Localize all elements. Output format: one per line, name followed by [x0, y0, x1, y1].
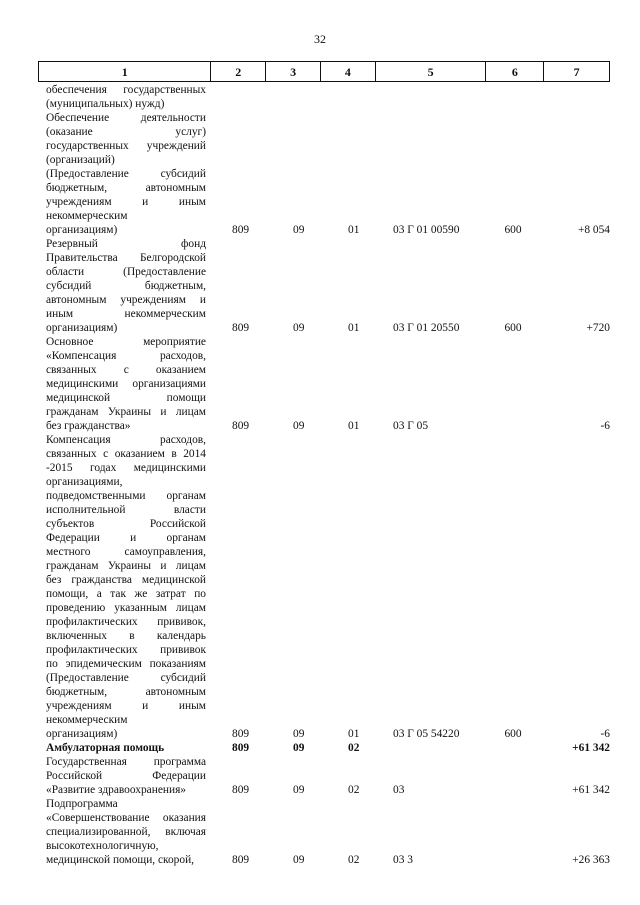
table-header	[38, 61, 610, 82]
header-col-3: 3	[265, 62, 320, 81]
description-line: (оказание услуг)	[46, 126, 206, 138]
row-description	[46, 83, 206, 111]
description-line: медицинскими организациями	[46, 378, 206, 390]
cell-c3: 09	[293, 322, 305, 334]
description-line: профилактических прививок	[46, 644, 206, 656]
description-line: Компенсация расходов,	[46, 434, 206, 446]
description-line: высокотехнологичную,	[46, 840, 159, 852]
description-line: местного самоуправления,	[46, 546, 206, 558]
row-description	[46, 741, 206, 755]
cell-c6: 600	[504, 224, 522, 236]
description-line: (муниципальных) нужд)	[46, 98, 165, 110]
cell-c7: +8 054	[577, 224, 610, 236]
cell-c7: -6	[600, 420, 610, 432]
description-line: Обеспечение деятельности	[46, 112, 206, 124]
description-line: специализированной, включая	[46, 826, 206, 838]
cell-c7: +26 363	[572, 854, 610, 866]
description-line: (Предоставление субсидий	[46, 672, 206, 684]
description-line: учреждениям и иным	[46, 196, 206, 208]
cell-c2: 809	[232, 854, 250, 866]
row-description	[46, 433, 206, 741]
cell-c3: 09	[293, 420, 305, 432]
cell-c4: 01	[348, 322, 360, 334]
description-line: Правительства Белгородской	[46, 252, 206, 264]
header-col-6: 6	[485, 62, 543, 81]
cell-c4: 02	[348, 854, 360, 866]
description-line: связанных с оказанием в 2014	[46, 448, 206, 460]
description-line: Российской Федерации	[46, 770, 206, 782]
description-line: некоммерческим	[46, 714, 128, 726]
row-description	[46, 335, 206, 433]
cell-c3: 09	[293, 742, 305, 754]
description-line: государственных учреждений	[46, 140, 206, 152]
description-line: области (Предоставление	[46, 266, 206, 278]
cell-c3: 09	[293, 784, 305, 796]
cell-c6: 600	[504, 728, 522, 740]
description-line: Федерации и органам	[46, 532, 206, 544]
cell-c2: 809	[232, 742, 250, 754]
description-line: организациям)	[46, 728, 118, 740]
cell-c5: 03 Г 01 00590	[393, 224, 460, 236]
cell-c2: 809	[232, 322, 250, 334]
description-line: Резервный фонд	[46, 238, 206, 250]
description-line: медицинской помощи, скорой,	[46, 854, 195, 866]
table-row	[46, 741, 610, 755]
table-row	[46, 83, 610, 111]
cell-c4: 02	[348, 742, 360, 754]
description-line: Подпрограмма	[46, 798, 118, 810]
description-line: бюджетным, автономным	[46, 686, 206, 698]
header-col-1: 1	[121, 65, 128, 79]
description-line: некоммерческим	[46, 210, 128, 222]
description-line: субсидий бюджетным,	[46, 280, 206, 292]
description-line: (Предоставление субсидий	[46, 168, 206, 180]
header-col-7: 7	[543, 62, 609, 81]
cell-c2: 809	[232, 784, 250, 796]
table-row	[46, 111, 610, 167]
cell-c2: 809	[232, 420, 250, 432]
cell-c7: +720	[586, 322, 610, 334]
cell-c5: 03 Г 01 20550	[393, 322, 460, 334]
description-line: Государственная программа	[46, 756, 206, 768]
row-description	[46, 755, 206, 797]
cell-c4: 01	[348, 224, 360, 236]
description-line: проведению указанным лицам	[46, 602, 206, 614]
description-line: помощи, а так же затрат по	[46, 588, 206, 600]
cell-c7: -6	[600, 728, 610, 740]
description-line: обеспечения государственных	[46, 84, 206, 96]
row-description	[46, 167, 206, 237]
table-row	[46, 167, 610, 237]
cell-c4: 01	[348, 420, 360, 432]
cell-c5: 03 Г 05	[393, 420, 429, 432]
description-line: организациям)	[46, 224, 118, 236]
description-line: включенных в календарь	[46, 630, 206, 642]
description-line: организациями,	[46, 476, 123, 488]
description-line: учреждениям и иным	[46, 700, 206, 712]
description-line: по эпидемическим показаниям	[46, 658, 206, 670]
description-line: Основное мероприятие	[46, 336, 206, 348]
cell-c3: 09	[293, 728, 305, 740]
row-description	[46, 111, 206, 167]
cell-c4: 01	[348, 728, 360, 740]
description-line: медицинской помощи	[46, 392, 206, 404]
page-number: 32	[314, 32, 326, 46]
description-line: субъектов Российской	[46, 518, 206, 530]
cell-c6: 600	[504, 322, 522, 334]
row-description	[46, 797, 206, 867]
cell-c2: 809	[232, 728, 250, 740]
description-line: исполнительной власти	[46, 504, 206, 516]
description-line: профилактических прививок,	[46, 616, 206, 628]
cell-c5: 03 3	[393, 854, 413, 866]
table-body	[46, 83, 610, 867]
description-line: автономным учреждениям и	[46, 294, 206, 306]
table-row	[46, 335, 610, 433]
description-line: гражданам Украины и лицам	[46, 406, 206, 418]
description-line: -2015 годах медицинскими	[46, 462, 206, 474]
cell-c5: 03	[393, 784, 405, 796]
cell-c7: +61 342	[572, 742, 610, 754]
header-col-5: 5	[375, 62, 486, 81]
description-line: «Компенсация расходов,	[46, 350, 206, 362]
description-line: иным некоммерческим	[46, 308, 206, 320]
cell-c3: 09	[293, 854, 305, 866]
description-line: организациям)	[46, 322, 118, 334]
table-row	[46, 433, 610, 741]
description-line: бюджетным, автономным	[46, 182, 206, 194]
table-row	[46, 237, 610, 335]
description-line: «Совершенствование оказания	[46, 812, 206, 824]
description-line: Амбулаторная помощь	[46, 742, 165, 754]
description-line: «Развитие здравоохранения»	[46, 784, 187, 796]
table-row	[46, 797, 610, 867]
cell-c3: 09	[293, 224, 305, 236]
table-row	[46, 755, 610, 797]
description-line: без гражданства»	[46, 420, 131, 432]
description-line: связанных с оказанием	[46, 364, 206, 376]
description-line: гражданам Украины и лицам	[46, 560, 206, 572]
cell-c5: 03 Г 05 54220	[393, 728, 460, 740]
row-description	[46, 237, 206, 335]
description-line: (организаций)	[46, 154, 115, 166]
description-line: подведомственными органам	[46, 490, 206, 502]
cell-c7: +61 342	[572, 784, 610, 796]
cell-c4: 02	[348, 784, 360, 796]
header-col-4: 4	[320, 62, 375, 81]
description-line: без гражданства медицинской	[46, 574, 206, 586]
header-col-2: 2	[210, 62, 265, 81]
cell-c2: 809	[232, 224, 250, 236]
